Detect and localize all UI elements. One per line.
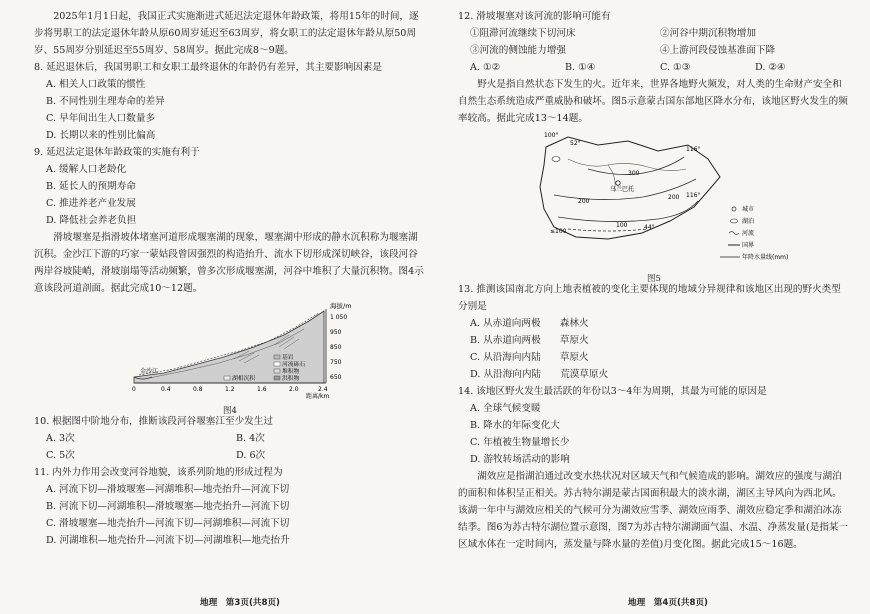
q9-option-a: A. 缓解人口老龄化 xyxy=(46,164,127,175)
city-marker xyxy=(616,181,620,185)
x-tick: 2.4 xyxy=(318,386,328,393)
q11-option-a: A. 河流下切—滑坡堰塞—河湖堆积—地壳抬升—河流下切 xyxy=(46,484,290,495)
coordinate-label: 116° xyxy=(686,146,701,153)
y-tick: 650 xyxy=(330,374,342,381)
coordinate-label: 52° xyxy=(570,140,581,147)
question-9: 9. 延迟法定退休年龄政策的实施有利于 xyxy=(34,147,200,158)
q13-option-b: B. 从赤道向两极 草原火 xyxy=(470,335,589,346)
contour-label: ≤100 xyxy=(550,228,567,235)
contour-label: 200 xyxy=(578,198,590,205)
left-column xyxy=(34,8,426,549)
q10-option-b: B. 4次 xyxy=(236,433,265,444)
q13-option-d: D. 从沿海向内陆 荒漠草原火 xyxy=(470,369,609,380)
q12-option-c: C. ①③ xyxy=(660,62,691,73)
q13-option-c: C. 从沿海向内陆 草原火 xyxy=(470,352,589,363)
q8-option-a: A. 相关人口政策的惯性 xyxy=(46,79,146,90)
q14-option-a: A. 全球气候变暖 xyxy=(470,403,541,414)
legend-label: 河流砾石 xyxy=(282,362,306,368)
figure-4-caption: 图4 xyxy=(223,406,237,416)
q12-option-a: A. ①② xyxy=(470,62,501,73)
intro-10-12: 滑坡堰塞是指滑坡体堵塞河道形成堰塞湖的现象，堰塞湖中形成的静水沉积称为堰塞湖沉积。金沙江下游的巧家一蒙姑段曾因强烈的构造抬升、流水下切形成深切峡谷，该段河谷两岸谷坡陡峭，滑坡崩塌等活动频繁，曾多次形成堰塞湖，河谷中堆积了大量沉积物。图4示意该段河道剖面。据此完成10～12题。 xyxy=(34,232,424,294)
y-tick: 950 xyxy=(330,329,342,336)
q12-statement: ①阻滞河流继续下切河床 xyxy=(470,28,576,39)
x-tick: 2.0 xyxy=(289,386,299,393)
figure-5-legend xyxy=(720,205,788,261)
q12-statement: ③河流的侧蚀能力增强 xyxy=(470,45,566,56)
place-label: 乌兰巴托 xyxy=(610,186,635,193)
figure-5-caption: 图5 xyxy=(647,274,661,284)
mongolia-precipitation-map xyxy=(458,129,850,267)
q10-option-a: A. 3次 xyxy=(46,433,75,444)
q11-option-d: D. 河湖堆积—地壳抬升—河流下切—河湖堆积—地壳抬升 xyxy=(46,535,290,546)
figure-5 xyxy=(458,129,850,284)
q12-statement: ②河谷中期沉积物增加 xyxy=(660,28,756,39)
legend-label: 国界 xyxy=(742,242,755,249)
question-11: 11. 内外力作用会改变河谷地貌，该系列阶地的形成过程为 xyxy=(34,467,283,478)
river xyxy=(568,159,686,171)
legend-label: 城市 xyxy=(742,206,755,213)
q11-option-b: B. 河流下切—河湖堆积—滑坡堰塞—地壳抬升—河流下切 xyxy=(46,501,290,512)
q12-statements xyxy=(458,25,850,59)
coordinate-label: 116° xyxy=(686,192,701,199)
x-tick: 1.6 xyxy=(257,386,267,393)
q9-option-b: B. 延长人的预期寿命 xyxy=(46,181,136,192)
y-tick: 1 050 xyxy=(330,314,348,321)
contour-label: 100 xyxy=(616,222,628,229)
q9-option-d: D. 降低社会养老负担 xyxy=(46,215,137,226)
legend-label: 湖相沉积 xyxy=(232,376,256,382)
q10-option-d: D. 6次 xyxy=(236,450,266,461)
q14-option-c: C. 年植被生物量增长少 xyxy=(470,437,570,448)
figure-4 xyxy=(34,299,426,416)
y-axis-title: 海拔/m xyxy=(330,302,352,310)
y-tick: 750 xyxy=(330,359,342,366)
x-tick: 1.2 xyxy=(225,386,235,393)
q11-option-c: C. 滑坡堰塞—地壳抬升—河流下切—河湖堆积—河流下切 xyxy=(46,518,290,529)
intro-15-16: 湖效应是指湖泊通过改变水热状况对区域天气和气候造成的影响。湖效应的强度与湖泊的面积和体积呈正相关。苏古特尔湖是蒙古国面积最大的淡水湖，湖区主导风向为西北风。该湖一年中与湖效应相关的气候可分为湖效应雪季、湖效应雨季、湖效应稳定季和湖泊冰冻结季。图6为苏古特尔湖位置示意图，图7为苏古特尔湖湖面气温、水温、净蒸发量(是指某一区域水体在一定时间内，蒸发量与降水量的差值)月变化图。据此完成15～16题。 xyxy=(458,471,849,550)
x-axis-title: 距离/km xyxy=(306,393,330,399)
isohyet xyxy=(568,229,648,231)
contour-label: 300 xyxy=(628,170,640,177)
intro-8-9: 2025年1月1日起，我国正式实施渐进式延迟法定退休年龄政策，将用15年的时间，逐步将男职工的法定退休年龄从原60周岁延迟至63周岁，将女职工的法定退休年龄从原50周岁、55周岁分别延迟至55周岁、58周岁。据此完成8～9题。 xyxy=(34,11,419,56)
q13-option-a: A. 从赤道向两极 森林火 xyxy=(470,318,589,329)
river-label: 金沙江 xyxy=(140,368,159,375)
q8-option-b: B. 不同性别生理寿命的差异 xyxy=(46,96,165,107)
legend-label: 湖泊 xyxy=(742,218,755,225)
q12-options xyxy=(458,59,850,76)
page-footer-left: 地理 第3页(共8页) xyxy=(200,598,280,608)
q10-option-c: C. 5次 xyxy=(46,450,75,461)
right-column xyxy=(458,8,850,553)
question-13: 13. 推测该国南北方向上地表植被的变化主要体现的地域分异规律和该地区出现的野火类型分别是 xyxy=(458,284,841,312)
x-tick: 0 xyxy=(132,386,136,393)
legend-label: 洪积物 xyxy=(282,376,300,382)
q10-options xyxy=(34,430,426,464)
legend-label: 基岩 xyxy=(282,355,294,361)
x-tick: 0.8 xyxy=(193,386,203,393)
x-tick: 0.4 xyxy=(161,386,171,393)
legend-label: 堆积物 xyxy=(282,369,300,375)
question-10: 10. 根据图中阶地分布，推断该段河谷堰塞江至少发生过 xyxy=(34,416,273,427)
q8-option-c: C. 早年间出生人口数量多 xyxy=(46,113,156,124)
legend-label: 河流 xyxy=(742,230,755,237)
q14-option-d: D. 游牧转场活动的影响 xyxy=(470,454,570,465)
contour-label: 200 xyxy=(668,194,680,201)
question-12: 12. 滑坡堰塞对该河流的影响可能有 xyxy=(458,11,611,22)
question-8: 8. 延迟退休后，我国男职工和女职工最终退休的年龄仍有差异，其主要影响因素是 xyxy=(34,62,382,73)
intro-13-14: 野火是指自然状态下发生的火。近年来，世界各地野火频发，对人类的生命财产安全和自然生态系统造成严重威胁和破坏。图5示意蒙古国东部地区降水分布，该地区野火发生的频率较高。据此完成13～14题。 xyxy=(458,79,848,124)
coordinate-label: 44° xyxy=(644,224,655,231)
page-footer-right: 地理 第4页(共8页) xyxy=(628,598,708,608)
legend-label: 年降水量线(mm) xyxy=(742,254,789,261)
q14-option-b: B. 降水的年际变化大 xyxy=(470,420,560,431)
river-profile-diagram xyxy=(34,299,426,399)
q12-statement: ④上游河段侵蚀基准面下降 xyxy=(660,45,776,56)
q8-option-d: D. 长期以来的性别比偏高 xyxy=(46,130,156,141)
y-tick: 850 xyxy=(330,344,342,351)
lake-marker xyxy=(552,157,560,162)
q12-option-b: B. ①④ xyxy=(565,62,596,73)
q9-option-c: C. 推进养老产业发展 xyxy=(46,198,136,209)
question-14: 14. 该地区野火发生最活跃的年份以3～4年为周期，其最为可能的原因是 xyxy=(458,386,767,397)
coordinate-label: 100° xyxy=(544,132,559,139)
q12-option-d: D. ②④ xyxy=(755,62,786,73)
